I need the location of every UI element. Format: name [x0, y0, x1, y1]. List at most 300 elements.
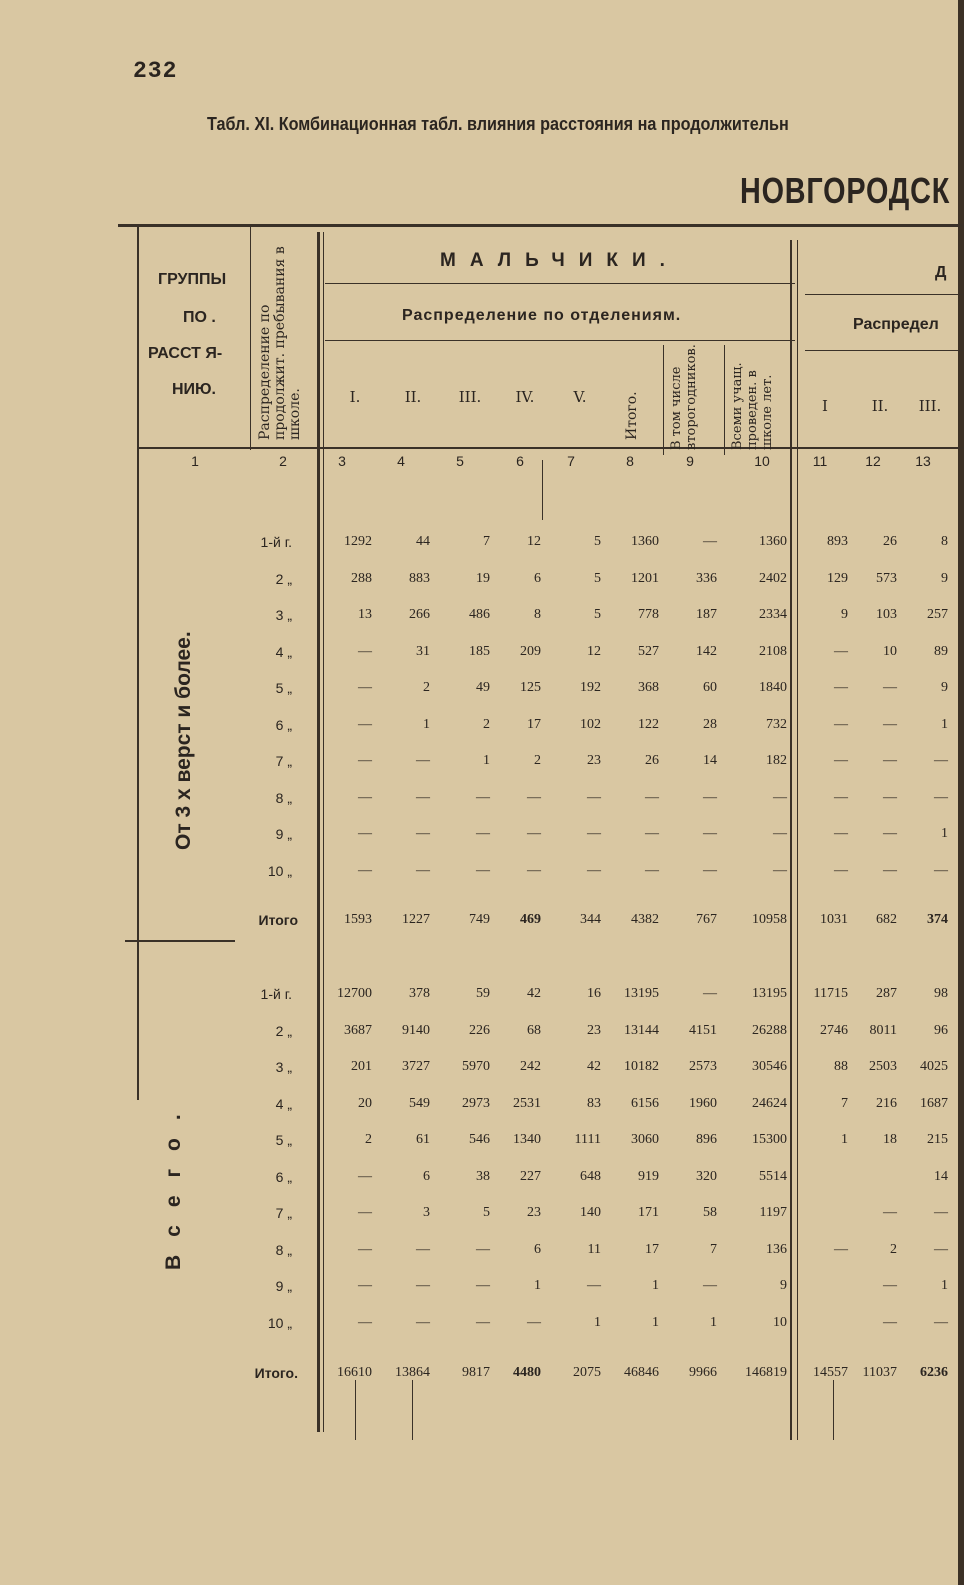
table-cell-13: 1 [941, 826, 948, 841]
table-cell-11: 129 [827, 571, 848, 586]
table-cell-13: 4025 [920, 1059, 948, 1074]
table-cell-4: 61 [416, 1132, 430, 1147]
table-cell-7: — [587, 1278, 601, 1293]
total-cell-9: 9966 [689, 1365, 717, 1380]
table-cell-6: 6 [534, 1242, 541, 1257]
column-number-5: 5 [456, 453, 464, 469]
table-cell-13: 1687 [920, 1096, 948, 1111]
row-label: 1-й г. [260, 986, 292, 1002]
table-cell-8: 17 [645, 1242, 659, 1257]
total-cell-12: 682 [876, 912, 897, 927]
row-label: 10 „ [267, 1315, 292, 1331]
row-label: 5 „ [275, 1132, 292, 1148]
table-cell-12: 573 [876, 571, 897, 586]
girls-grades-rule [805, 350, 964, 351]
table-cell-11: 7 [841, 1096, 848, 1111]
table-cell-10: 1197 [759, 1205, 787, 1220]
table-cell-3: 12700 [337, 986, 372, 1001]
table-cell-7: — [587, 826, 601, 841]
boys-girls-sep [790, 240, 792, 1440]
grade-header-1: I. [349, 388, 361, 406]
table-cell-9: — [703, 1278, 717, 1293]
table-cell-5: 49 [476, 680, 490, 695]
row-label: 2 „ [275, 571, 292, 587]
table-cell-13: 89 [934, 644, 948, 659]
table-cell-6: 2 [534, 753, 541, 768]
table-cell-6: 2531 [513, 1096, 541, 1111]
total-cell-3: 1593 [344, 912, 372, 927]
row-label: 4 „ [275, 644, 292, 660]
table-cell-6: 1 [534, 1278, 541, 1293]
grade-header-3: III. [458, 388, 482, 406]
table-cell-7: — [587, 863, 601, 878]
table-cell-12: 18 [883, 1132, 897, 1147]
table-cell-12: — [883, 717, 897, 732]
table-cell-13: 215 [927, 1132, 948, 1147]
table-cell-10: 136 [766, 1242, 787, 1257]
table-cell-9: 14 [703, 753, 717, 768]
row-label: 9 „ [275, 1278, 292, 1294]
table-cell-6: 242 [520, 1059, 541, 1074]
table-cell-9: 142 [696, 644, 717, 659]
row-label: 4 „ [275, 1096, 292, 1112]
table-cell-4: 9140 [402, 1023, 430, 1038]
table-cell-3: — [358, 1315, 372, 1330]
table-cell-3: 201 [351, 1059, 372, 1074]
girls-grade-header-2: II. [871, 397, 889, 415]
table-cell-8: 919 [638, 1169, 659, 1184]
table-cell-3: — [358, 1242, 372, 1257]
table-cell-13: — [934, 1315, 948, 1330]
total-cell-5: 749 [469, 912, 490, 927]
table-cell-9: — [703, 986, 717, 1001]
table-cell-5: — [476, 1242, 490, 1257]
table-cell-11: 2746 [820, 1023, 848, 1038]
total-row-label: Итого [258, 912, 298, 928]
groups-label-line-2: ПО . [183, 309, 216, 326]
column-number-3: 3 [338, 453, 346, 469]
group-label-total: Всего. [162, 1096, 185, 1270]
table-cell-7: 648 [580, 1169, 601, 1184]
table-cell-7: 23 [587, 753, 601, 768]
table-cell-4: — [416, 1242, 430, 1257]
table-cell-5: 59 [476, 986, 490, 1001]
table-cell-10: 182 [766, 753, 787, 768]
table-cell-12: — [883, 1315, 897, 1330]
table-cell-7: 11 [587, 1242, 601, 1257]
table-cell-7: 42 [587, 1059, 601, 1074]
total-cell-13: 6236 [920, 1365, 948, 1380]
table-cell-5: 5 [483, 1205, 490, 1220]
column-number-1: 1 [191, 453, 199, 469]
total-cell-9: 767 [696, 912, 717, 927]
table-cell-6: 1340 [513, 1132, 541, 1147]
table-cell-6: 17 [527, 717, 541, 732]
table-cell-10: 13195 [752, 986, 787, 1001]
table-cell-3: — [358, 644, 372, 659]
row-label: 7 „ [275, 1205, 292, 1221]
table-cell-4: 3 [423, 1205, 430, 1220]
table-cell-12: 2 [890, 1242, 897, 1257]
table-cell-7: 1111 [574, 1132, 601, 1147]
table-cell-13: 9 [941, 680, 948, 695]
table-cell-4: — [416, 1315, 430, 1330]
page-edge [958, 0, 964, 1585]
table-cell-3: — [358, 1205, 372, 1220]
table-cell-9: — [703, 826, 717, 841]
table-cell-11: — [834, 753, 848, 768]
table-cell-5: 38 [476, 1169, 490, 1184]
table-cell-8: 1360 [631, 534, 659, 549]
table-cell-3: — [358, 1278, 372, 1293]
table-cell-8: 527 [638, 644, 659, 659]
grades-header-rule [325, 340, 795, 341]
table-cell-12: — [883, 826, 897, 841]
table-cell-13: 14 [934, 1169, 948, 1184]
total-cell-8: 4382 [631, 912, 659, 927]
table-cell-13: — [934, 790, 948, 805]
table-cell-5: — [476, 1278, 490, 1293]
table-cell-5: 546 [469, 1132, 490, 1147]
table-cell-13: — [934, 1242, 948, 1257]
table-cell-3: — [358, 717, 372, 732]
table-cell-9: 896 [696, 1132, 717, 1147]
header-bottom-rule [137, 447, 964, 449]
col-sep-2b [323, 232, 324, 1432]
column-number-8: 8 [626, 453, 634, 469]
table-cell-11: 1 [841, 1132, 848, 1147]
table-cell-12: — [883, 1278, 897, 1293]
table-cell-8: 13195 [624, 986, 659, 1001]
years-in-school-header: Всеми учащ. проведен. в школе лет. [730, 362, 775, 450]
table-cell-13: 1 [941, 1278, 948, 1293]
table-cell-7: 5 [594, 607, 601, 622]
table-cell-6: — [527, 863, 541, 878]
table-cell-11: 88 [834, 1059, 848, 1074]
column-number-2: 2 [279, 453, 287, 469]
table-cell-5: 2973 [462, 1096, 490, 1111]
boys-girls-sep-b [797, 240, 798, 1440]
table-cell-11: — [834, 1242, 848, 1257]
table-cell-4: — [416, 826, 430, 841]
table-cell-8: 1 [652, 1315, 659, 1330]
table-cell-9: — [703, 790, 717, 805]
boys-subheader-rule [325, 283, 795, 284]
table-cell-10: — [773, 863, 787, 878]
row-label: 10 „ [267, 863, 292, 879]
girls-subheader-rule [805, 294, 964, 295]
table-cell-4: 3727 [402, 1059, 430, 1074]
table-cell-8: 3060 [631, 1132, 659, 1147]
table-cell-12: 216 [876, 1096, 897, 1111]
section-divider-rule [125, 940, 235, 942]
table-cell-5: — [476, 863, 490, 878]
table-cell-9: 28 [703, 717, 717, 732]
table-cell-9: — [703, 534, 717, 549]
table-cell-8: 1201 [631, 571, 659, 586]
table-cell-9: 60 [703, 680, 717, 695]
col-sep-2 [317, 232, 320, 1432]
table-cell-3: — [358, 1169, 372, 1184]
table-cell-6: 209 [520, 644, 541, 659]
col-sep-1 [250, 226, 251, 450]
col-sep-7 [542, 460, 543, 520]
column-number-10: 10 [754, 453, 770, 469]
table-cell-11: — [834, 790, 848, 805]
table-cell-4: — [416, 863, 430, 878]
groups-label-line-4: НИЮ. [172, 381, 216, 398]
column-number-6: 6 [516, 453, 524, 469]
table-cell-6: 8 [534, 607, 541, 622]
table-cell-4: 6 [423, 1169, 430, 1184]
region-title: НОВГОРОДСК [740, 170, 951, 211]
table-cell-9: 187 [696, 607, 717, 622]
total-cell-12: 11037 [862, 1365, 897, 1380]
table-cell-10: 15300 [752, 1132, 787, 1147]
table-cell-6: — [527, 826, 541, 841]
table-cell-7: 102 [580, 717, 601, 732]
table-cell-4: 31 [416, 644, 430, 659]
table-cell-3: — [358, 863, 372, 878]
table-cell-4: — [416, 1278, 430, 1293]
table-cell-10: 2402 [759, 571, 787, 586]
table-cell-3: — [358, 680, 372, 695]
table-cell-11: — [834, 863, 848, 878]
table-cell-8: 10182 [624, 1059, 659, 1074]
total-cell-4: 1227 [402, 912, 430, 927]
column-number-12: 12 [865, 453, 881, 469]
table-cell-7: 5 [594, 534, 601, 549]
table-cell-4: 2 [423, 680, 430, 695]
table-cell-10: 2334 [759, 607, 787, 622]
table-cell-7: — [587, 790, 601, 805]
total-cell-6: 469 [520, 912, 541, 927]
row-label: 6 „ [275, 1169, 292, 1185]
grade-header-4: IV. [515, 388, 535, 406]
groups-label-line-1: ГРУППЫ [158, 271, 227, 288]
table-cell-6: 42 [527, 986, 541, 1001]
table-cell-10: 9 [780, 1278, 787, 1293]
girls-header-partial: Д [935, 264, 947, 281]
total-cell-7: 344 [580, 912, 601, 927]
table-cell-11: — [834, 644, 848, 659]
table-cell-3: — [358, 753, 372, 768]
row-label: 7 „ [275, 753, 292, 769]
table-cell-12: 103 [876, 607, 897, 622]
table-cell-10: 26288 [752, 1023, 787, 1038]
table-cell-5: 19 [476, 571, 490, 586]
table-cell-11: 9 [841, 607, 848, 622]
row-label: 5 „ [275, 680, 292, 696]
row-label: 8 „ [275, 1242, 292, 1258]
foot-rule-c [833, 1380, 834, 1440]
page-number: 232 [133, 58, 178, 84]
table-cell-4: — [416, 790, 430, 805]
boys-total-header: Итого. [624, 391, 640, 440]
table-cell-8: 368 [638, 680, 659, 695]
row-label: 3 „ [275, 607, 292, 623]
table-cell-3: 3687 [344, 1023, 372, 1038]
table-cell-13: 8 [941, 534, 948, 549]
table-cell-12: 8011 [869, 1023, 897, 1038]
total-cell-11: 1031 [820, 912, 848, 927]
girls-grade-header-3: III. [918, 397, 942, 415]
table-cell-8: 13144 [624, 1023, 659, 1038]
table-cell-4: 883 [409, 571, 430, 586]
table-cell-10: 732 [766, 717, 787, 732]
grades-distribution-header: Распределение по отделениям. [402, 307, 682, 324]
col-sep-10 [724, 345, 725, 455]
total-cell-7: 2075 [573, 1365, 601, 1380]
total-cell-5: 9817 [462, 1365, 490, 1380]
table-cell-8: 778 [638, 607, 659, 622]
table-cell-5: 486 [469, 607, 490, 622]
table-cell-8: 171 [638, 1205, 659, 1220]
table-cell-13: — [934, 1205, 948, 1220]
table-cell-9: 4151 [689, 1023, 717, 1038]
duration-distribution-header: Распределение по продолжит. пребывания в школе. [257, 246, 303, 440]
table-caption: Табл. XI. Комбинационная табл. влияния расстояния на продолжительн [207, 114, 789, 134]
column-number-7: 7 [567, 453, 575, 469]
table-cell-10: — [773, 826, 787, 841]
table-cell-4: 44 [416, 534, 430, 549]
left-border [137, 226, 139, 1100]
table-cell-5: — [476, 1315, 490, 1330]
total-cell-3: 16610 [337, 1365, 372, 1380]
table-cell-12: — [883, 753, 897, 768]
table-cell-8: 122 [638, 717, 659, 732]
table-cell-8: 1 [652, 1278, 659, 1293]
row-label: 3 „ [275, 1059, 292, 1075]
table-cell-9: 58 [703, 1205, 717, 1220]
table-cell-9: 7 [710, 1242, 717, 1257]
column-number-9: 9 [686, 453, 694, 469]
table-cell-5: — [476, 826, 490, 841]
table-cell-4: 378 [409, 986, 430, 1001]
table-cell-6: 12 [527, 534, 541, 549]
table-cell-9: 336 [696, 571, 717, 586]
table-cell-10: 10 [773, 1315, 787, 1330]
table-cell-7: 16 [587, 986, 601, 1001]
girls-distribution-header-partial: Распредел [853, 316, 939, 333]
table-cell-4: 549 [409, 1096, 430, 1111]
table-cell-13: 96 [934, 1023, 948, 1038]
table-cell-3: 20 [358, 1096, 372, 1111]
row-label: 9 „ [275, 826, 292, 842]
table-cell-7: 140 [580, 1205, 601, 1220]
table-cell-7: 83 [587, 1096, 601, 1111]
table-cell-11: 11715 [813, 986, 848, 1001]
table-cell-13: 1 [941, 717, 948, 732]
column-number-11: 11 [812, 453, 828, 469]
table-cell-12: 2503 [869, 1059, 897, 1074]
table-cell-6: 227 [520, 1169, 541, 1184]
grade-header-5: V. [573, 388, 587, 406]
table-cell-10: 1840 [759, 680, 787, 695]
row-label: 8 „ [275, 790, 292, 806]
total-cell-4: 13864 [395, 1365, 430, 1380]
table-cell-10: 24624 [752, 1096, 787, 1111]
table-cell-7: 1 [594, 1315, 601, 1330]
group-label-far: От 3 х верст и более. [172, 631, 195, 850]
total-cell-6: 4480 [513, 1365, 541, 1380]
table-cell-8: 26 [645, 753, 659, 768]
table-cell-5: 226 [469, 1023, 490, 1038]
table-cell-3: 1292 [344, 534, 372, 549]
table-cell-12: — [883, 1205, 897, 1220]
table-cell-13: — [934, 753, 948, 768]
table-cell-3: 13 [358, 607, 372, 622]
table-cell-6: 6 [534, 571, 541, 586]
table-cell-11: — [834, 717, 848, 732]
girls-grade-header-1: I [822, 397, 828, 415]
total-row-label: Итого. [254, 1365, 298, 1381]
table-cell-9: 1960 [689, 1096, 717, 1111]
table-cell-12: 287 [876, 986, 897, 1001]
boys-header: МАЛЬЧИКИ. [440, 250, 679, 271]
table-cell-5: 1 [483, 753, 490, 768]
table-cell-5: 7 [483, 534, 490, 549]
table-cell-7: 23 [587, 1023, 601, 1038]
table-cell-10: — [773, 790, 787, 805]
column-number-4: 4 [397, 453, 405, 469]
table-cell-5: 185 [469, 644, 490, 659]
groups-label-line-3: РАССТ Я- [148, 345, 223, 362]
total-cell-8: 46846 [624, 1365, 659, 1380]
table-cell-4: — [416, 753, 430, 768]
col-sep-9 [663, 345, 664, 455]
table-cell-9: — [703, 863, 717, 878]
table-cell-8: — [645, 863, 659, 878]
table-cell-8: 6156 [631, 1096, 659, 1111]
table-cell-6: 68 [527, 1023, 541, 1038]
row-label: 2 „ [275, 1023, 292, 1039]
table-cell-13: 9 [941, 571, 948, 586]
total-cell-10: 146819 [745, 1365, 787, 1380]
row-label: 6 „ [275, 717, 292, 733]
table-cell-10: 5514 [759, 1169, 787, 1184]
table-cell-5: 2 [483, 717, 490, 732]
total-cell-10: 10958 [752, 912, 787, 927]
table-cell-5: 5970 [462, 1059, 490, 1074]
table-cell-6: 23 [527, 1205, 541, 1220]
table-cell-13: 257 [927, 607, 948, 622]
table-cell-7: 192 [580, 680, 601, 695]
second-year-header: В том числе второгодников. [669, 344, 699, 450]
table-cell-4: 266 [409, 607, 430, 622]
table-cell-5: — [476, 790, 490, 805]
table-cell-11: 893 [827, 534, 848, 549]
table-cell-11: — [834, 826, 848, 841]
foot-rule-a [355, 1380, 356, 1440]
table-cell-9: 2573 [689, 1059, 717, 1074]
total-cell-11: 14557 [813, 1365, 848, 1380]
row-label: 1-й г. [260, 534, 292, 550]
table-cell-3: 2 [365, 1132, 372, 1147]
table-cell-12: — [883, 863, 897, 878]
table-cell-10: 2108 [759, 644, 787, 659]
table-cell-6: — [527, 1315, 541, 1330]
table-top-rule [118, 224, 964, 227]
table-cell-10: 30546 [752, 1059, 787, 1074]
table-cell-8: — [645, 826, 659, 841]
table-cell-8: — [645, 790, 659, 805]
table-cell-9: 1 [710, 1315, 717, 1330]
total-cell-13: 374 [927, 912, 948, 927]
table-cell-12: 26 [883, 534, 897, 549]
table-cell-7: 12 [587, 644, 601, 659]
table-cell-7: 5 [594, 571, 601, 586]
